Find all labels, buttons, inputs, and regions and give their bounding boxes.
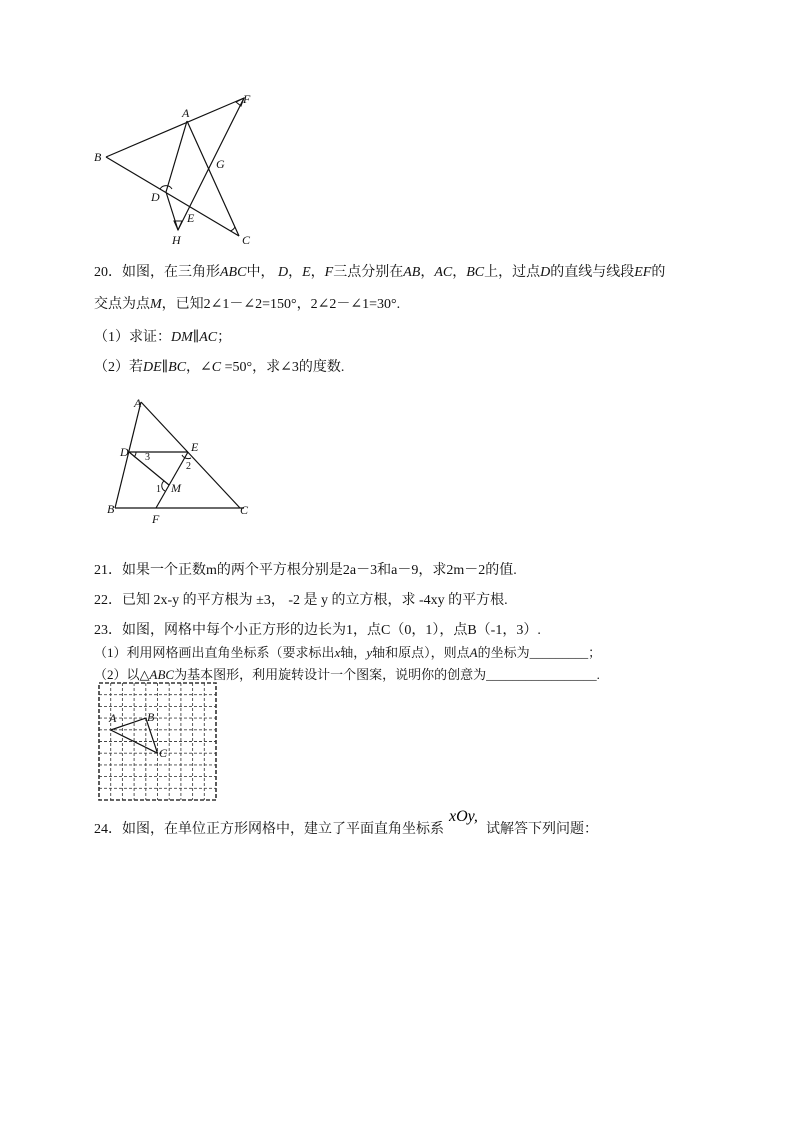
q20-part1: [94, 330, 231, 346]
q20-line1: [94, 265, 665, 281]
q24-tail: 试解答下列问题：: [486, 822, 598, 837]
figure-triangle-abc: [100, 395, 260, 530]
text-run: M: [150, 297, 162, 312]
text-run: F: [324, 265, 334, 280]
grid-lines: [99, 683, 216, 800]
label-B: B: [147, 710, 155, 724]
text-run: 20．如图，在三角形: [94, 265, 220, 280]
text-run: （1）求证：: [94, 330, 171, 345]
text-run: 上，过点: [484, 265, 541, 280]
text-run: ；: [217, 330, 232, 345]
q20-part2: [94, 360, 344, 376]
angle-mark-c: [230, 227, 235, 231]
text-run: 轴和原点），则点: [372, 645, 470, 660]
text-run: 中，: [246, 265, 278, 280]
segment-ef: [156, 452, 188, 508]
label-C: C: [242, 233, 251, 247]
label-D: D: [120, 445, 129, 459]
angle-mark-3: [134, 452, 136, 457]
text-run: 轴，: [340, 645, 367, 660]
text-run: C: [211, 360, 222, 375]
label-angle-3: 3: [145, 452, 150, 463]
text-run: ABC: [220, 265, 247, 280]
text-run: BC: [466, 265, 485, 280]
text-run: （2）若: [94, 360, 143, 375]
label-angle-2: 2: [186, 461, 191, 472]
text-run: D: [540, 265, 551, 280]
text-run: DE: [143, 360, 162, 375]
text-run: AC: [199, 330, 218, 345]
text-run: ∥: [192, 330, 200, 345]
angle-mark-1: [162, 481, 165, 491]
text-run: AB: [403, 265, 421, 280]
label-A: A: [134, 396, 142, 410]
label-M: M: [171, 481, 181, 495]
text-run: ，: [420, 265, 435, 280]
text-run: E: [302, 265, 311, 280]
text-run: ∥: [161, 360, 169, 375]
text-run: BC: [168, 360, 187, 375]
q20-line2: [94, 297, 400, 313]
q23-text: 23．如图，网格中每个小正方形的边长为1，点C（0，1），点B（-1，3）.: [94, 623, 541, 638]
q23-part1: [94, 645, 601, 661]
q21-text: 21．如果一个正数m的两个平方根分别是2a－3和a－9，求2m－2的值.: [94, 563, 517, 578]
text-run: 为基本图形，利用旋转设计一个图案，说明你的创意为_________________.: [174, 667, 600, 682]
text-run: （2）以△: [94, 667, 150, 682]
label-F: F: [152, 512, 160, 526]
q23-part2: [94, 667, 600, 683]
text-run: 三点分别在: [333, 265, 404, 280]
text-run: A: [469, 645, 478, 660]
text-run: D: [277, 265, 289, 280]
segment-ac: [187, 121, 239, 236]
text-run: ，: [310, 265, 325, 280]
label-F: F: [243, 92, 251, 106]
figure-triangle-bfc: [90, 88, 260, 248]
label-B: B: [94, 150, 102, 164]
segment-ad: [166, 121, 187, 192]
label-H: H: [172, 233, 181, 247]
text-run: ，: [452, 265, 467, 280]
label-E: E: [187, 211, 195, 225]
text-run: EF: [634, 265, 652, 280]
text-run: 的直线与线段: [550, 265, 635, 280]
text-run: ABC: [149, 667, 175, 682]
figure-grid: [98, 682, 218, 802]
q24-text: 24．如图，在单位正方形网格中，建立了平面直角坐标系: [94, 822, 444, 837]
text-run: ，∠: [186, 360, 212, 375]
label-angle-1: 1: [156, 484, 161, 495]
label-A: A: [109, 711, 117, 725]
text-run: （1）利用网格画出直角坐标系（要求标出: [94, 645, 335, 660]
text-run: AC: [434, 265, 453, 280]
text-run: ，: [288, 265, 303, 280]
text-run: 的: [651, 265, 666, 280]
segment-bf: [106, 98, 244, 157]
text-run: ，已知2∠1－∠2=150°，2∠2－∠1=30°.: [161, 297, 401, 312]
text-run: y: [366, 645, 373, 660]
text-run: 交点为点: [94, 297, 150, 312]
text-run: x: [334, 645, 341, 660]
angle-mark-d: [160, 186, 172, 189]
q24-coordinate-system: xOy,: [449, 808, 478, 825]
segment-dh: [166, 192, 178, 230]
label-D: D: [151, 190, 160, 204]
label-B: B: [107, 502, 115, 516]
text-run: =50°，求∠3的度数.: [221, 360, 345, 375]
label-C: C: [159, 746, 168, 760]
label-G: G: [216, 157, 225, 171]
label-C: C: [240, 503, 249, 517]
text-run: 的坐标为_________；: [477, 645, 602, 660]
q22-text: 22．已知 2x-y 的平方根为 ±3， -2 是 y 的立方根，求 -4xy 的平方根.: [94, 593, 508, 608]
label-A: A: [182, 106, 190, 120]
text-run: DM: [171, 330, 193, 345]
label-E: E: [191, 440, 199, 454]
